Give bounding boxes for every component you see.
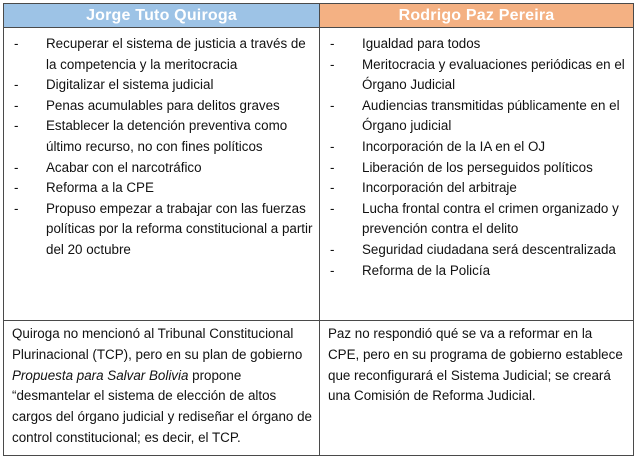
header-quiroga: Jorge Tuto Quiroga — [4, 4, 320, 28]
list-item: - Recuperar el sistema de justicia a través de la competencia y la meritocracia — [12, 34, 313, 75]
quiroga-note-text-1: Quiroga no mencionó al Tribunal Constitucional Plurinacional (TCP), pero en su plan de gobierno — [12, 326, 303, 362]
list-item: - Liberación de los perseguidos políticos — [328, 158, 627, 179]
list-item: - Establecer la detención preventiva como último recurso, no con fines políticos — [12, 116, 313, 157]
proposals-row — [4, 28, 634, 321]
comparison-table — [3, 3, 634, 456]
list-item: - Propuso empezar a trabajar con las fuerzas políticas por la reforma constitucional a partir del 20 octubre — [12, 199, 313, 261]
list-item: - Seguridad ciudadana será descentralizada — [328, 240, 627, 261]
list-item: - Penas acumulables para delitos graves — [12, 96, 313, 117]
quiroga-note — [4, 321, 319, 449]
list-item: - Meritocracia y evaluaciones periódicas en el Órgano Judicial — [328, 55, 627, 96]
list-item: - Reforma de la Policía — [328, 261, 627, 282]
list-item: - Lucha frontal contra el crimen organizado y prevención contra el delito — [328, 199, 627, 240]
list-item: - Incorporación del arbitraje — [328, 178, 627, 199]
paz-note-cell — [320, 321, 634, 456]
header-paz: Rodrigo Paz Pereira — [320, 4, 634, 28]
quiroga-note-cell — [4, 321, 320, 456]
list-item: - Incorporación de la IA en el OJ — [328, 137, 627, 158]
quiroga-plan-title: Propuesta para Salvar Bolivia — [12, 367, 189, 383]
quiroga-proposals-list — [4, 28, 319, 261]
header-row — [4, 4, 634, 28]
quiroga-note-text-2: propone “desmantelar el sistema de elección de altos cargos del órgano judicial y rediseñar el órgano de control constitucional; es decir, el TCP. — [12, 367, 312, 445]
paz-note: Paz no respondió qué se va a reformar en la CPE, pero en su programa de gobierno establece que reconfigurará el Sistema Judicial; se creará una Comisión de Reforma Judicial. — [328, 326, 623, 404]
list-item: - Acabar con el narcotráfico — [12, 158, 313, 179]
list-item: - Reforma a la CPE — [12, 178, 313, 199]
quiroga-proposals-cell — [4, 28, 320, 321]
list-item: - Audiencias transmitidas públicamente en el Órgano judicial — [328, 96, 627, 137]
notes-row — [4, 321, 634, 456]
list-item: - Igualdad para todos — [328, 34, 627, 55]
paz-proposals-cell — [320, 28, 634, 321]
list-item: - Digitalizar el sistema judicial — [12, 75, 313, 96]
paz-proposals-list — [320, 28, 633, 281]
